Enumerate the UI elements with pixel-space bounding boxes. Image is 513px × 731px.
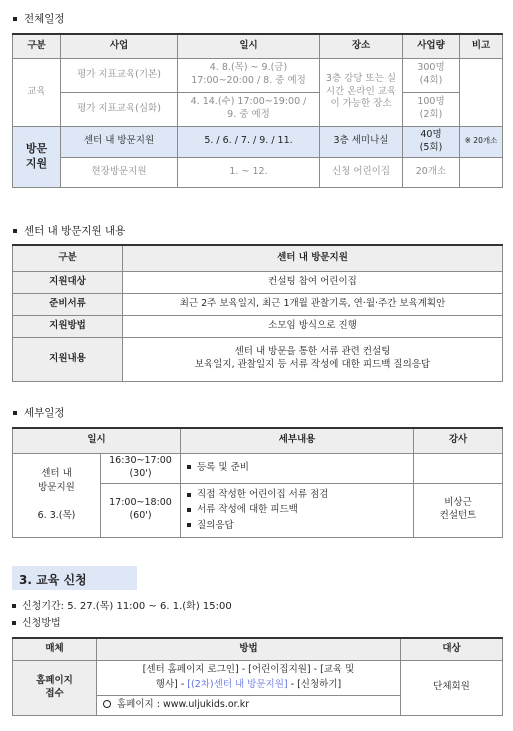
schedule-group: 센터 내 방문지원 6. 3.(목) <box>13 453 101 537</box>
date-basic: 4. 8.(목) ~ 9.(금) 17:00~20:00 / 8. 중 예정 <box>178 58 320 92</box>
detail-item: 서류 작성에 대한 피드백 <box>187 502 413 517</box>
visit-content-table <box>12 244 503 382</box>
header-media: 매체 <box>13 638 97 660</box>
business-field-visit: 현장방문지원 <box>61 157 178 187</box>
bullet-icon <box>187 493 191 497</box>
header-method: 방법 <box>97 638 401 660</box>
media-homepage: 홈페이지 접수 <box>13 660 97 715</box>
section-title-detail-schedule: 세부일정 <box>13 405 65 420</box>
date-advanced: 4. 14.(수) 17:00~19:00 / 9. 중 예정 <box>178 92 320 126</box>
lecturer-slot-2: 비상근 컨설턴트 <box>414 483 503 537</box>
detail-item: 질의응답 <box>187 518 413 533</box>
header-category: 구분 <box>13 245 123 271</box>
value-method: 소모임 방식으로 진행 <box>123 315 503 337</box>
header-datetime: 일시 <box>178 34 320 58</box>
bullet-icon <box>12 621 16 625</box>
value-content: 센터 내 방문을 통한 서류 관련 컨설팅 보육일지, 관찰일지 등 서류 작성에 대한 피드백 질의응답 <box>123 337 503 381</box>
business-center-visit: 센터 내 방문지원 <box>61 126 178 157</box>
lecturer-slot-1 <box>414 453 503 483</box>
circle-icon <box>103 700 111 708</box>
section-title-visit-content: 센터 내 방문지원 내용 <box>13 223 125 238</box>
time-slot-1: 16:30~17:00 (30') <box>101 453 181 483</box>
amount-center-visit: 40명 (5회) <box>403 126 460 157</box>
place-center-visit: 3층 세미나실 <box>320 126 403 157</box>
header-amount: 사업량 <box>403 34 460 58</box>
highlighted-step: [(2차)센터 내 방문지원] <box>187 678 288 690</box>
amount-basic: 300명 (4회) <box>403 58 460 92</box>
value-target: 컨설팅 참여 어린이집 <box>123 271 503 293</box>
date-center-visit: 5. / 6. / 7. / 9. / 11. <box>178 126 320 157</box>
application-method-label: 신청방법 <box>12 614 61 629</box>
bullet-icon <box>187 465 191 469</box>
label-target: 지원대상 <box>13 271 123 293</box>
detail-schedule-table <box>12 427 503 538</box>
category-education: 교육 <box>13 58 61 126</box>
header-place: 장소 <box>320 34 403 58</box>
target-group: 단체회원 <box>401 660 503 715</box>
section-title-overall-schedule: 전체일정 <box>13 11 65 26</box>
note-center-visit: ※ 20개소 <box>460 126 503 157</box>
date-field-visit: 1. ~ 12. <box>178 157 320 187</box>
place-field-visit: 신청 어린이집 <box>320 157 403 187</box>
label-documents: 준비서류 <box>13 293 123 315</box>
label-content: 지원내용 <box>13 337 123 381</box>
bullet-icon <box>12 604 16 608</box>
label-method: 지원방법 <box>13 315 123 337</box>
header-business: 사업 <box>61 34 178 58</box>
homepage-link[interactable]: 홈페이지 : www.uljukids.or.kr <box>117 698 250 710</box>
detail-slot-2 <box>181 483 414 537</box>
value-documents: 최근 2주 보육일지, 최근 1개월 관찰기록, 연·월·주간 보육계획안 <box>123 293 503 315</box>
business-advanced: 평가 지표교육(심화) <box>61 92 178 126</box>
bullet-icon <box>187 508 191 512</box>
bullet-icon <box>13 229 17 233</box>
place-education: 3층 강당 또는 실시간 온라인 교육이 가능한 장소 <box>320 58 403 126</box>
time-slot-2: 17:00~18:00 (60') <box>101 483 181 537</box>
header-category: 구분 <box>13 34 61 58</box>
header-target: 대상 <box>401 638 503 660</box>
application-table <box>12 637 503 716</box>
note-field-visit <box>460 157 503 187</box>
bullet-icon <box>13 411 17 415</box>
bullet-icon <box>13 17 17 21</box>
method-steps: [센터 홈페이지 로그인] - [어린이집지원] - [교육 및 행사] - [(2차)센터 내 방문지원] - [신청하기] <box>97 660 401 695</box>
homepage-url-row <box>97 695 401 715</box>
detail-slot-1: 등록 및 준비 <box>181 453 414 483</box>
header-center-visit: 센터 내 방문지원 <box>123 245 503 271</box>
amount-field-visit: 20개소 <box>403 157 460 187</box>
business-basic: 평가 지표교육(기본) <box>61 58 178 92</box>
header-detail: 세부내용 <box>181 428 414 453</box>
category-visit: 방문 지원 <box>13 126 61 187</box>
note-education <box>460 58 503 126</box>
header-datetime: 일시 <box>13 428 181 453</box>
detail-item: 직접 작성한 어린이집 서류 점검 <box>187 487 413 502</box>
bullet-icon <box>187 523 191 527</box>
amount-advanced: 100명 (2회) <box>403 92 460 126</box>
section-heading-application: 3. 교육 신청 <box>12 566 137 590</box>
overall-schedule-table <box>12 33 503 188</box>
header-lecturer: 강사 <box>414 428 503 453</box>
application-period: 신청기간: 5. 27.(목) 11:00 ~ 6. 1.(화) 15:00 <box>12 597 232 612</box>
header-note: 비고 <box>460 34 503 58</box>
